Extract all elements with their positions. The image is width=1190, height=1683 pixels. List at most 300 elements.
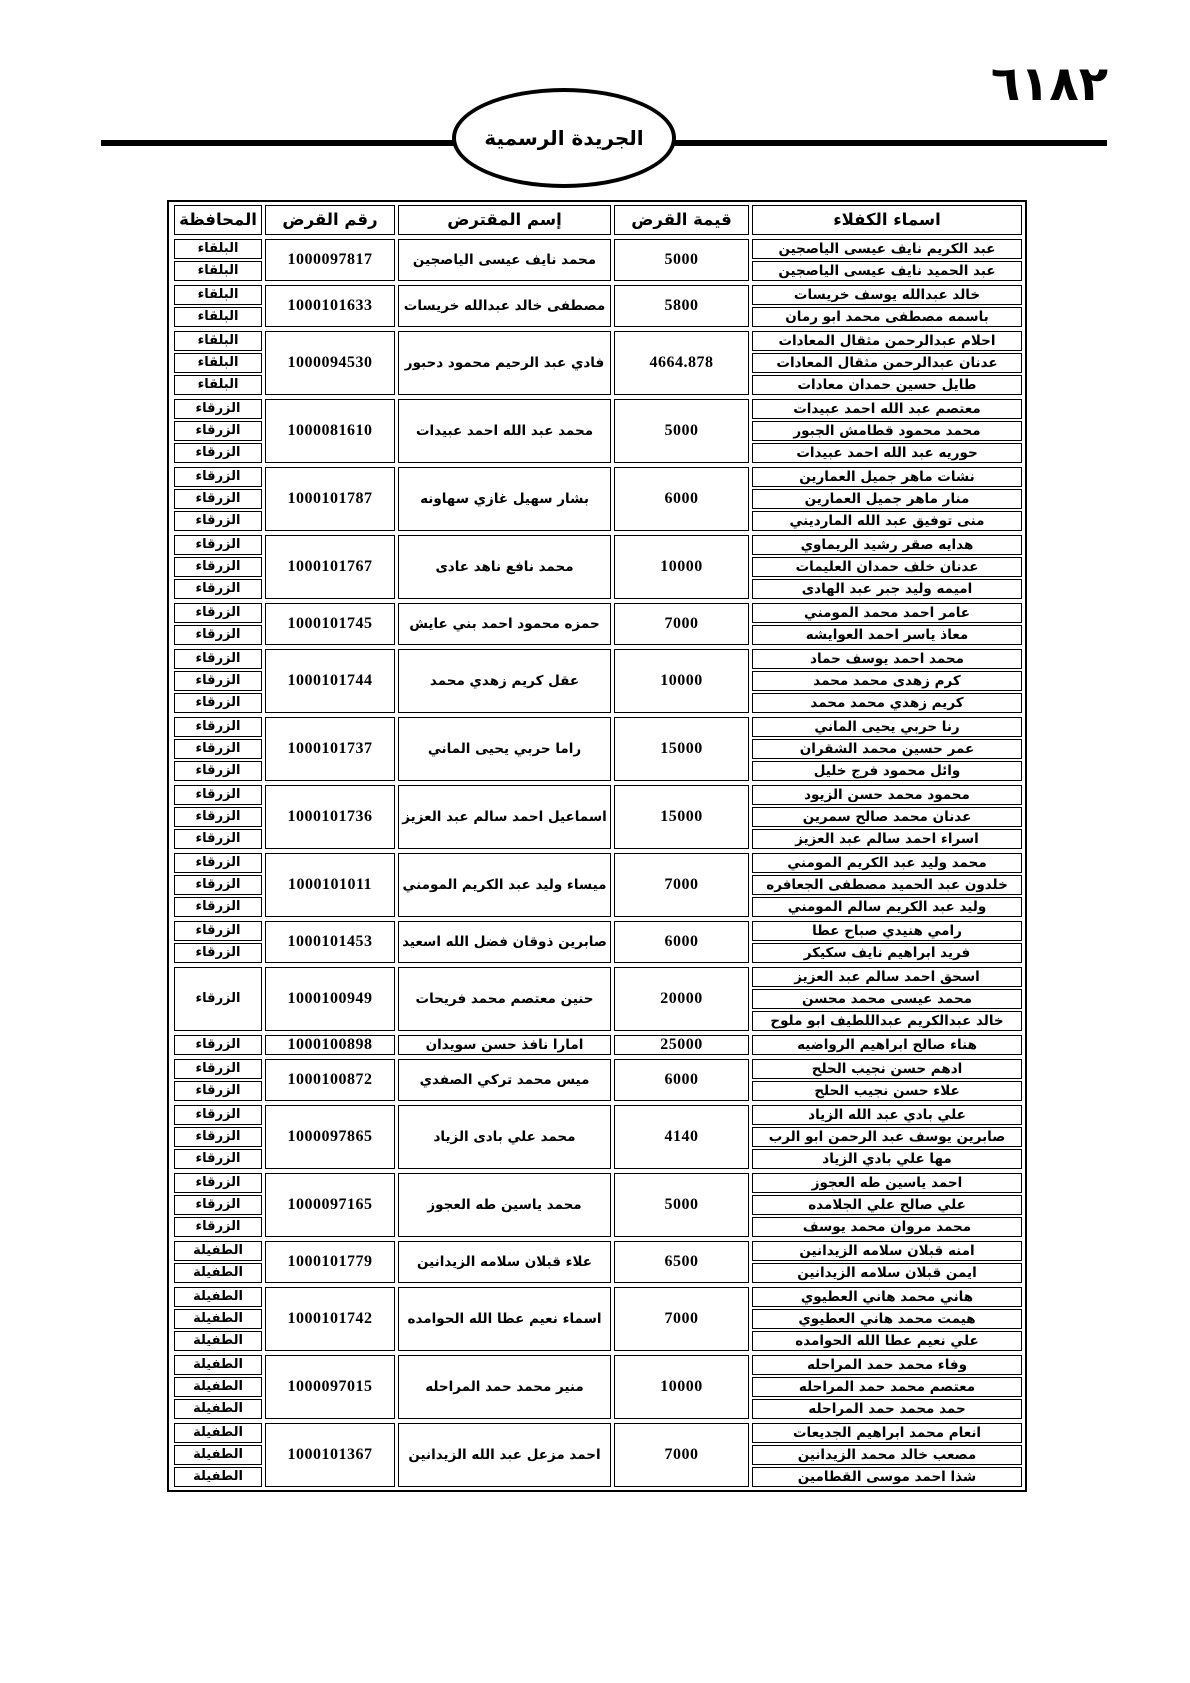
guarantors-cell xyxy=(752,285,1022,327)
governorate-name: الزرقاء xyxy=(174,739,262,759)
loan-number: 1000081610 xyxy=(265,399,395,463)
loan-value: 7000 xyxy=(614,603,749,645)
governorate-name: الزرقاء xyxy=(174,489,262,509)
loan-number: 1000101367 xyxy=(265,1423,395,1487)
guarantor-name: خالد عبدالله يوسف خريسات xyxy=(752,285,1022,305)
borrower-name: منير محمد حمد المراحله xyxy=(398,1355,611,1419)
loan-number-cell xyxy=(265,603,395,645)
guarantor-name: عامر احمد محمد المومني xyxy=(752,603,1022,623)
table-group xyxy=(172,467,1022,531)
borrower-name: احمد مزعل عبد الله الزيدانين xyxy=(398,1423,611,1487)
loan-value: 5000 xyxy=(614,1173,749,1237)
borrower-cell xyxy=(398,1423,611,1487)
borrower-cell xyxy=(398,603,611,645)
governorate-name: الزرقاء xyxy=(174,511,262,531)
borrower-cell xyxy=(398,649,611,713)
guarantors-cell xyxy=(752,717,1022,781)
governorate-name: الزرقاء xyxy=(174,1217,262,1237)
governorate-cell xyxy=(174,535,262,599)
guarantor-name: امنه قبلان سلامه الزيدانين xyxy=(752,1241,1022,1261)
governorate-cell xyxy=(174,399,262,463)
loan-number: 1000101633 xyxy=(265,285,395,327)
guarantor-name: محمود محمد حسن الزيود xyxy=(752,785,1022,805)
governorate-name: الطفيلة xyxy=(174,1445,262,1465)
guarantors-cell xyxy=(752,239,1022,281)
page-number: ٦١٨٢ xyxy=(990,56,1108,112)
governorate-cell xyxy=(174,1241,262,1283)
guarantor-name: اسحق احمد سالم عبد العزيز xyxy=(752,967,1022,987)
guarantor-name: علي بادي عبد الله الزياد xyxy=(752,1105,1022,1125)
governorate-cell xyxy=(174,603,262,645)
guarantor-name: كرم زهدى محمد محمد xyxy=(752,671,1022,691)
loan-value-cell xyxy=(614,399,749,463)
loan-value: 7000 xyxy=(614,1287,749,1351)
loan-value-cell xyxy=(614,1287,749,1351)
governorate-name: الطفيلة xyxy=(174,1377,262,1397)
guarantor-name: معاذ ياسر احمد العوايشه xyxy=(752,625,1022,645)
loan-number: 1000094530 xyxy=(265,331,395,395)
guarantors-cell xyxy=(752,467,1022,531)
guarantor-name: منى توفيق عبد الله المارديني xyxy=(752,511,1022,531)
guarantor-name: علي صالح علي الجلامده xyxy=(752,1195,1022,1215)
governorate-cell xyxy=(174,1105,262,1169)
governorate-name: الزرقاء xyxy=(174,421,262,441)
borrower-name: محمد علي بادى الزياد xyxy=(398,1105,611,1169)
guarantor-name: عبد الحميد نايف عيسى الياصجين xyxy=(752,261,1022,281)
guarantors-cell xyxy=(752,1287,1022,1351)
header-cell-borrower: إسم المقترض xyxy=(398,205,611,235)
guarantor-name: خلدون عبد الحميد مصطفى الجعافره xyxy=(752,875,1022,895)
loan-value: 7000 xyxy=(614,1423,749,1487)
guarantor-name: وائل محمود فرج خليل xyxy=(752,761,1022,781)
governorate-name: البلقاء xyxy=(174,285,262,305)
borrower-cell xyxy=(398,1105,611,1169)
table-group xyxy=(172,1035,1022,1055)
loan-value: 4664.878 xyxy=(614,331,749,395)
guarantor-name: رنا حربي يحيى الماني xyxy=(752,717,1022,737)
governorate-name: الزرقاء xyxy=(174,717,262,737)
loan-value-cell xyxy=(614,1355,749,1419)
table-group xyxy=(172,1059,1022,1101)
borrower-cell xyxy=(398,1355,611,1419)
governorate-cell xyxy=(174,717,262,781)
guarantor-name: عدنان عبدالرحمن مثقال المعادات xyxy=(752,353,1022,373)
governorate-name: الزرقاء xyxy=(174,1105,262,1125)
gazette-banner xyxy=(452,88,676,188)
guarantor-name: مصعب خالد محمد الزيدانين xyxy=(752,1445,1022,1465)
guarantors-cell xyxy=(752,1355,1022,1419)
governorate-cell xyxy=(174,967,262,1031)
governorate-cell xyxy=(174,1173,262,1237)
governorate-cell xyxy=(174,853,262,917)
borrower-cell xyxy=(398,1287,611,1351)
governorate-name: البلقاء xyxy=(174,307,262,327)
guarantor-name: باسمه مصطفى محمد ابو رمان xyxy=(752,307,1022,327)
borrower-name: عقل كريم زهدي محمد xyxy=(398,649,611,713)
table-group xyxy=(172,921,1022,963)
table-group xyxy=(172,785,1022,849)
loan-value: 20000 xyxy=(614,967,749,1031)
borrower-name: ميس محمد تركي الصفدي xyxy=(398,1059,611,1101)
governorate-name: الزرقاء xyxy=(174,557,262,577)
borrower-cell xyxy=(398,1059,611,1101)
loan-value: 25000 xyxy=(614,1035,749,1055)
guarantor-name: شذا احمد موسى القطامين xyxy=(752,1467,1022,1487)
loan-value-cell xyxy=(614,717,749,781)
guarantor-name: عدنان خلف حمدان العليمات xyxy=(752,557,1022,577)
guarantor-name: ادهم حسن نجيب الحلح xyxy=(752,1059,1022,1079)
loans-table xyxy=(167,200,1027,1492)
governorate-name: الطفيلة xyxy=(174,1287,262,1307)
guarantors-cell xyxy=(752,1059,1022,1101)
governorate-name: الزرقاء xyxy=(174,649,262,669)
table-group xyxy=(172,1355,1022,1419)
table-group xyxy=(172,853,1022,917)
loan-number: 1000101011 xyxy=(265,853,395,917)
loan-value: 4140 xyxy=(614,1105,749,1169)
loan-number: 1000101742 xyxy=(265,1287,395,1351)
guarantors-cell xyxy=(752,1105,1022,1169)
loan-value-cell xyxy=(614,467,749,531)
borrower-name: صابرين ذوقان فضل الله اسعيد xyxy=(398,921,611,963)
governorate-name: الطفيلة xyxy=(174,1399,262,1419)
guarantors-cell xyxy=(752,535,1022,599)
governorate-name: البلقاء xyxy=(174,353,262,373)
loan-number: 1000101737 xyxy=(265,717,395,781)
banner-title: الجريدة الرسمية xyxy=(484,126,644,150)
guarantor-name: احمد ياسين طه العجوز xyxy=(752,1173,1022,1193)
borrower-name: مصطفى خالد عبدالله خريسات xyxy=(398,285,611,327)
governorate-name: الطفيلة xyxy=(174,1331,262,1351)
guarantors-cell xyxy=(752,331,1022,395)
borrower-name: امارا نافذ حسن سويدان xyxy=(398,1035,611,1055)
loan-number-cell xyxy=(265,1105,395,1169)
guarantors-cell xyxy=(752,399,1022,463)
guarantor-name: علي نعيم عطا الله الحوامده xyxy=(752,1331,1022,1351)
guarantor-name: محمد محمود قطامش الجبور xyxy=(752,421,1022,441)
governorate-cell xyxy=(174,285,262,327)
loan-number: 1000100949 xyxy=(265,967,395,1031)
guarantor-name: محمد احمد يوسف حماد xyxy=(752,649,1022,669)
guarantor-name: مها علي بادي الزياد xyxy=(752,1149,1022,1169)
governorate-name: الزرقاء xyxy=(174,853,262,873)
loan-value-cell xyxy=(614,649,749,713)
loan-value-cell xyxy=(614,1173,749,1237)
guarantors-cell xyxy=(752,853,1022,917)
loan-number-cell xyxy=(265,717,395,781)
guarantor-name: معتصم عبد الله احمد عبيدات xyxy=(752,399,1022,419)
guarantor-name: طايل حسين حمدان معادات xyxy=(752,375,1022,395)
header-cell-loan-number: رقم القرض xyxy=(265,205,395,235)
governorate-name: الزرقاء xyxy=(174,1127,262,1147)
guarantor-name: عبد الكريم نايف عيسى الياصجين xyxy=(752,239,1022,259)
borrower-name: اسماعيل احمد سالم عبد العزيز xyxy=(398,785,611,849)
borrower-cell xyxy=(398,717,611,781)
header-col-loan-value xyxy=(614,205,749,235)
header-col-loan-number xyxy=(265,205,395,235)
loan-number: 1000097817 xyxy=(265,239,395,281)
guarantor-name: اميمه وليد جبر عبد الهادى xyxy=(752,579,1022,599)
loan-number-cell xyxy=(265,399,395,463)
loan-number: 1000097865 xyxy=(265,1105,395,1169)
governorate-name: الزرقاء xyxy=(174,467,262,487)
loan-number: 1000100872 xyxy=(265,1059,395,1101)
loan-number-cell xyxy=(265,1173,395,1237)
governorate-name: البلقاء xyxy=(174,239,262,259)
guarantor-name: صابرين يوسف عبد الرحمن ابو الرب xyxy=(752,1127,1022,1147)
governorate-name: الزرقاء xyxy=(174,785,262,805)
table-group xyxy=(172,967,1022,1031)
guarantor-name: وفاء محمد حمد المراحله xyxy=(752,1355,1022,1375)
guarantor-name: هدايه صقر رشيد الريماوي xyxy=(752,535,1022,555)
governorate-name: الزرقاء xyxy=(174,875,262,895)
borrower-name: ميساء وليد عبد الكريم المومني xyxy=(398,853,611,917)
loan-value-cell xyxy=(614,1105,749,1169)
borrower-cell xyxy=(398,1241,611,1283)
loan-number-cell xyxy=(265,1035,395,1055)
borrower-name: محمد نايف عيسى الياصجين xyxy=(398,239,611,281)
guarantor-name: كريم زهدي محمد محمد xyxy=(752,693,1022,713)
borrower-cell xyxy=(398,967,611,1031)
guarantors-cell xyxy=(752,1035,1022,1055)
governorate-name: الزرقاء xyxy=(174,535,262,555)
guarantor-name: وليد عبد الكريم سالم المومني xyxy=(752,897,1022,917)
loan-number-cell xyxy=(265,967,395,1031)
guarantor-name: نشات ماهر جميل العمارين xyxy=(752,467,1022,487)
table-group xyxy=(172,1287,1022,1351)
loan-value-cell xyxy=(614,603,749,645)
table-group xyxy=(172,239,1022,281)
governorate-name: الزرقاء xyxy=(174,693,262,713)
loan-number-cell xyxy=(265,921,395,963)
loan-value-cell xyxy=(614,239,749,281)
governorate-cell xyxy=(174,1423,262,1487)
governorate-name: الطفيلة xyxy=(174,1263,262,1283)
loan-value: 6000 xyxy=(614,467,749,531)
guarantor-name: احلام عبدالرحمن مثقال المعادات xyxy=(752,331,1022,351)
borrower-name: اسماء نعيم عطا الله الحوامده xyxy=(398,1287,611,1351)
loan-number: 1000101767 xyxy=(265,535,395,599)
header-cell-guarantors: اسماء الكفلاء xyxy=(752,205,1022,235)
guarantor-name: علاء حسن نجيب الحلح xyxy=(752,1081,1022,1101)
borrower-cell xyxy=(398,467,611,531)
loan-number-cell xyxy=(265,1287,395,1351)
governorate-cell xyxy=(174,649,262,713)
loan-value-cell xyxy=(614,1423,749,1487)
loan-number-cell xyxy=(265,285,395,327)
borrower-cell xyxy=(398,399,611,463)
borrower-cell xyxy=(398,1035,611,1055)
loan-number: 1000100898 xyxy=(265,1035,395,1055)
loan-number: 1000101736 xyxy=(265,785,395,849)
governorate-name: الزرقاء xyxy=(174,943,262,963)
governorate-name: الزرقاء xyxy=(174,671,262,691)
governorate-cell xyxy=(174,331,262,395)
loan-number-cell xyxy=(265,1059,395,1101)
borrower-cell xyxy=(398,1173,611,1237)
header-col-guarantors xyxy=(752,205,1022,235)
loan-number-cell xyxy=(265,239,395,281)
borrower-name: حمزه محمود احمد بني عايش xyxy=(398,603,611,645)
loan-value: 6000 xyxy=(614,921,749,963)
governorate-name: الزرقاء xyxy=(174,625,262,645)
loan-value-cell xyxy=(614,967,749,1031)
table-group xyxy=(172,1423,1022,1487)
governorate-name: الزرقاء xyxy=(174,399,262,419)
guarantor-name: اسراء احمد سالم عبد العزيز xyxy=(752,829,1022,849)
governorate-cell xyxy=(174,467,262,531)
borrower-cell xyxy=(398,785,611,849)
governorate-name: الزرقاء xyxy=(174,1173,262,1193)
loan-number: 1000101787 xyxy=(265,467,395,531)
table-group xyxy=(172,535,1022,599)
governorate-name: الزرقاء xyxy=(174,807,262,827)
guarantors-cell xyxy=(752,921,1022,963)
borrower-name: بشار سهيل غازي سهاونه xyxy=(398,467,611,531)
loan-number-cell xyxy=(265,853,395,917)
loan-number-cell xyxy=(265,535,395,599)
loan-value: 15000 xyxy=(614,785,749,849)
loan-value: 6000 xyxy=(614,1059,749,1101)
guarantor-name: هاني محمد هاني العطيوي xyxy=(752,1287,1022,1307)
guarantor-name: محمد عيسى محمد محسن xyxy=(752,989,1022,1009)
governorate-name: الزرقاء xyxy=(174,1081,262,1101)
governorate-name: الطفيلة xyxy=(174,1241,262,1261)
governorate-cell xyxy=(174,1287,262,1351)
governorate-cell xyxy=(174,785,262,849)
header-col-governorate xyxy=(174,205,262,235)
governorate-name: البلقاء xyxy=(174,375,262,395)
loan-value-cell xyxy=(614,785,749,849)
table-group xyxy=(172,285,1022,327)
guarantor-name: رامي هنيدي صباح عطا xyxy=(752,921,1022,941)
governorate-cell xyxy=(174,1355,262,1419)
governorate-name: الطفيلة xyxy=(174,1467,262,1487)
borrower-name: محمد ياسين طه العجوز xyxy=(398,1173,611,1237)
loan-number-cell xyxy=(265,1355,395,1419)
loan-number-cell xyxy=(265,1423,395,1487)
loan-number: 1000101453 xyxy=(265,921,395,963)
governorate-name: الزرقاء xyxy=(174,1035,262,1055)
governorate-cell xyxy=(174,1059,262,1101)
loan-number-cell xyxy=(265,331,395,395)
guarantors-cell xyxy=(752,1241,1022,1283)
borrower-name: راما حربي يحيى الماني xyxy=(398,717,611,781)
loan-value: 15000 xyxy=(614,717,749,781)
guarantor-name: خالد عبدالكريم عبداللطيف ابو ملوح xyxy=(752,1011,1022,1031)
governorate-name: الزرقاء xyxy=(174,921,262,941)
borrower-cell xyxy=(398,921,611,963)
loan-number: 1000097165 xyxy=(265,1173,395,1237)
loan-number-cell xyxy=(265,649,395,713)
table-group xyxy=(172,603,1022,645)
borrower-name: حنين معتصم محمد فريحات xyxy=(398,967,611,1031)
loan-number-cell xyxy=(265,1241,395,1283)
guarantor-name: حمد محمد حمد المراحله xyxy=(752,1399,1022,1419)
guarantor-name: محمد مروان محمد يوسف xyxy=(752,1217,1022,1237)
loan-value: 5800 xyxy=(614,285,749,327)
governorate-name: الزرقاء xyxy=(174,1059,262,1079)
governorate-name: الزرقاء xyxy=(174,829,262,849)
guarantors-cell xyxy=(752,785,1022,849)
borrower-cell xyxy=(398,535,611,599)
governorate-name: الزرقاء xyxy=(174,897,262,917)
loan-value: 10000 xyxy=(614,649,749,713)
table-group xyxy=(172,1105,1022,1169)
guarantor-name: ايمن قبلان سلامه الزيدانين xyxy=(752,1263,1022,1283)
guarantor-name: انعام محمد ابراهيم الجديعات xyxy=(752,1423,1022,1443)
governorate-name: الطفيلة xyxy=(174,1355,262,1375)
table-group xyxy=(172,1173,1022,1237)
loan-value: 5000 xyxy=(614,239,749,281)
loan-number-cell xyxy=(265,785,395,849)
guarantor-name: عمر حسين محمد الشقران xyxy=(752,739,1022,759)
governorate-name: الزرقاء xyxy=(174,761,262,781)
borrower-cell xyxy=(398,239,611,281)
table-group xyxy=(172,331,1022,395)
guarantor-name: منار ماهر جميل العمارين xyxy=(752,489,1022,509)
governorate-cell xyxy=(174,239,262,281)
loan-number: 1000101745 xyxy=(265,603,395,645)
loan-value-cell xyxy=(614,331,749,395)
guarantors-cell xyxy=(752,649,1022,713)
borrower-name: علاء قبلان سلامه الزيدانين xyxy=(398,1241,611,1283)
governorate-cell xyxy=(174,1035,262,1055)
loan-value-cell xyxy=(614,1241,749,1283)
loan-number: 1000101779 xyxy=(265,1241,395,1283)
loan-value-cell xyxy=(614,921,749,963)
loan-value-cell xyxy=(614,1059,749,1101)
table-group xyxy=(172,649,1022,713)
loan-number-cell xyxy=(265,467,395,531)
header-cell-loan-value: قيمة القرض xyxy=(614,205,749,235)
loan-value: 6500 xyxy=(614,1241,749,1283)
governorate-name: الطفيلة xyxy=(174,1423,262,1443)
loan-value-cell xyxy=(614,853,749,917)
guarantor-name: محمد وليد عبد الكريم المومني xyxy=(752,853,1022,873)
guarantor-name: هيمت محمد هاني العطيوي xyxy=(752,1309,1022,1329)
governorate-name: البلقاء xyxy=(174,261,262,281)
borrower-name: محمد نافع ناهد عادى xyxy=(398,535,611,599)
guarantor-name: معتصم محمد حمد المراحله xyxy=(752,1377,1022,1397)
governorate-name: الزرقاء xyxy=(174,1195,262,1215)
loan-value: 7000 xyxy=(614,853,749,917)
guarantors-cell xyxy=(752,603,1022,645)
table-group xyxy=(172,399,1022,463)
guarantor-name: عدنان محمد صالح سمرين xyxy=(752,807,1022,827)
guarantor-name: حوريه عبد الله احمد عبيدات xyxy=(752,443,1022,463)
loan-number: 1000101744 xyxy=(265,649,395,713)
guarantors-cell xyxy=(752,1423,1022,1487)
loan-value-cell xyxy=(614,1035,749,1055)
guarantor-name: هناء صالح ابراهيم الرواضيه xyxy=(752,1035,1022,1055)
guarantors-cell xyxy=(752,1173,1022,1237)
loan-value-cell xyxy=(614,285,749,327)
borrower-name: محمد عبد الله احمد عبيدات xyxy=(398,399,611,463)
guarantor-name: فريد ابراهيم نايف سكيكر xyxy=(752,943,1022,963)
guarantors-cell xyxy=(752,967,1022,1031)
loan-number: 1000097015 xyxy=(265,1355,395,1419)
loan-value: 10000 xyxy=(614,535,749,599)
governorate-name: الزرقاء xyxy=(174,579,262,599)
borrower-cell xyxy=(398,331,611,395)
governorate-name: الطفيلة xyxy=(174,1309,262,1329)
borrower-name: فادي عبد الرحيم محمود دحبور xyxy=(398,331,611,395)
borrower-cell xyxy=(398,853,611,917)
governorate-name: الزرقاء xyxy=(174,603,262,623)
governorate-name: الزرقاء xyxy=(174,1149,262,1169)
borrower-cell xyxy=(398,285,611,327)
